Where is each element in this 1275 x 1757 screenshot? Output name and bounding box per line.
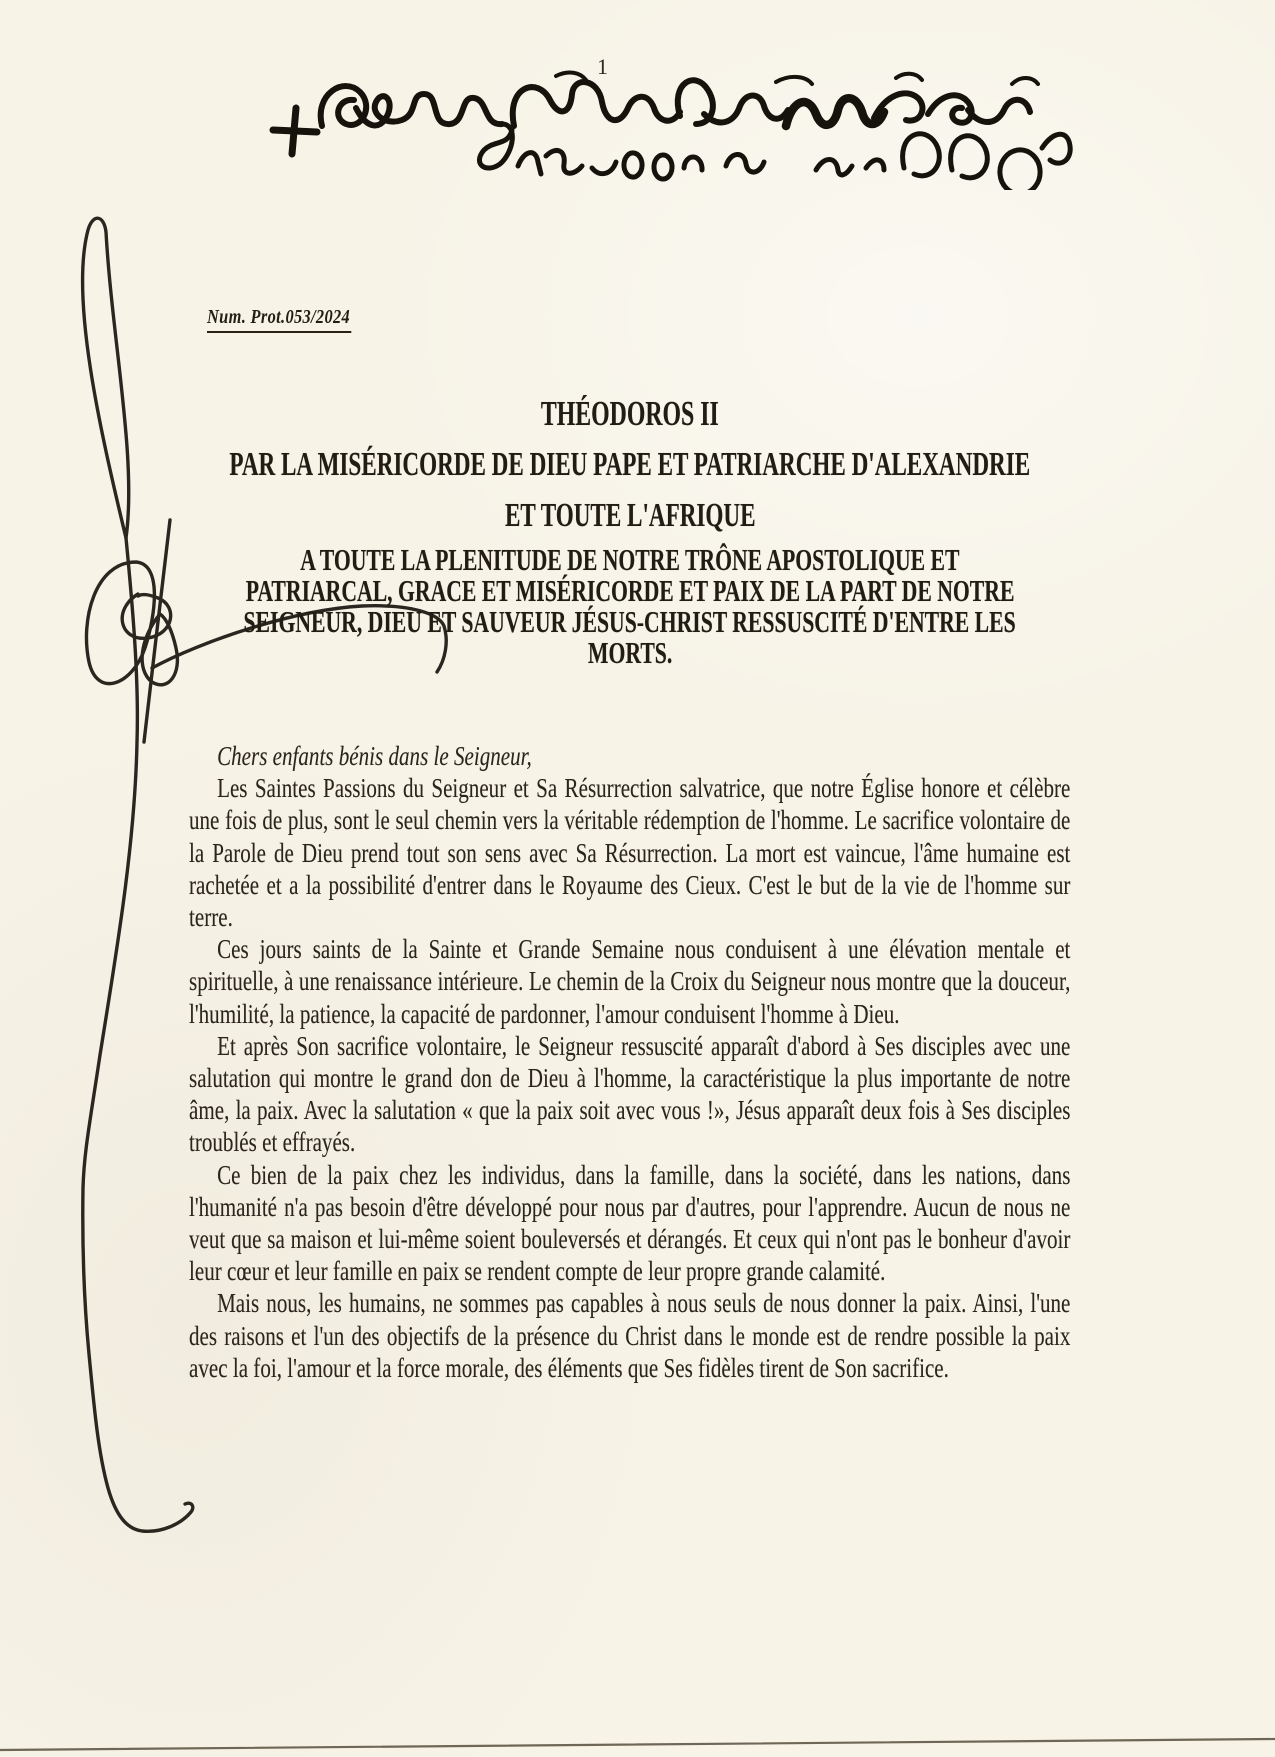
- salutation-line: Chers enfants bénis dans le Seigneur,: [217, 741, 532, 771]
- letter-address-block: [150, 542, 1110, 670]
- letter-address-line: PATRIARCAL, GRACE ET MISÉRICORDE ET PAIX DE LA PART DE NOTRE: [245, 573, 1015, 608]
- letter-title-row: [150, 394, 1110, 434]
- body-paragraph: Ce bien de la paix chez les individus, dans la famille, dans la société, dans les nations, dans l'humanité n'a pas besoin d'être développé pour nous par d'autres, pour l'apprendre. Aucun de nous ne veut que sa maison et lui-même soient bouleversés et dérangés. Et ceux qui n'ont pas le bonheur d'avoir leur cœur et leur famille en paix se rendent compte de leur propre grande calamité.: [189, 1159, 1071, 1287]
- body-paragraph: Les Saintes Passions du Seigneur et Sa Résurrection salvatrice, que notre Église honore et célèbre une fois de plus, sont le seul chemin vers la véritable rédemption de l'homme. Le sacrifice volontaire de la Parole de Dieu prend tout son sens avec Sa Résurrection. La mort est vaincue, l'âme humaine est rachetée et a la possibilité d'entrer dans le Royaume des Cieux. C'est le but de la vie de l'homme sur terre.: [189, 773, 1071, 933]
- letter-subtitle-row-1: [150, 446, 1110, 484]
- letter-address-line: SEIGNEUR, DIEU ET SAUVEUR JÉSUS-CHRIST RESSUSCITÉ D'ENTRE LES: [243, 604, 1017, 639]
- body-paragraph: Mais nous, les humains, ne sommes pas capables à nous seuls de nous donner la paix. Ainsi, l'une des raisons et l'un des objectifs de la présence du Christ dans le monde est de rendre possible la paix avec la foi, l'amour et la force morale, des éléments que Ses fidèles tirent de Son sacrifice.: [189, 1288, 1071, 1383]
- orthodox-cross-icon: [273, 108, 317, 154]
- patriarchal-signature-calligraphy-icon: [256, 70, 1076, 190]
- body-paragraph: Ces jours saints de la Sainte et Grande Semaine nous conduisent à une élévation mentale et spirituelle, à une renaissance intérieure. Le chemin de la Croix du Seigneur nous montre que la douceur, l'humilité, la patience, la capacité de pardonner, l'amour conduisent l'homme à Dieu.: [189, 934, 1071, 1029]
- letter-title: THÉODOROS II: [541, 394, 719, 433]
- letter-subtitle-line-2: ET TOUTE L'AFRIQUE: [504, 497, 756, 534]
- protocol-number: Num. Prot.053/2024: [207, 306, 352, 333]
- letter-subtitle-row-2: [150, 497, 1110, 535]
- letter-body: [189, 740, 1070, 1384]
- body-paragraph: Et après Son sacrifice volontaire, le Seigneur ressuscité apparaît d'abord à Ses disciples avec une salutation qui montre le grand don de Dieu à l'homme, la caractéristique la plus importante de notre âme, la paix. Avec la salutation « que la paix soit avec vous !», Jésus apparaît deux fois à Ses disciples troublés et effrayés.: [189, 1030, 1071, 1158]
- letter-address-line: A TOUTE LA PLENITUDE DE NOTRE TRÔNE APOSTOLIQUE ET: [300, 542, 960, 577]
- scan-edge-line: [0, 1727, 1275, 1757]
- letter-subtitle-line-1: PAR LA MISÉRICORDE DE DIEU PAPE ET PATRIARCHE D'ALEXANDRIE: [229, 446, 1031, 483]
- letter-address-line: MORTS.: [587, 635, 673, 670]
- page-number: 1: [597, 54, 608, 79]
